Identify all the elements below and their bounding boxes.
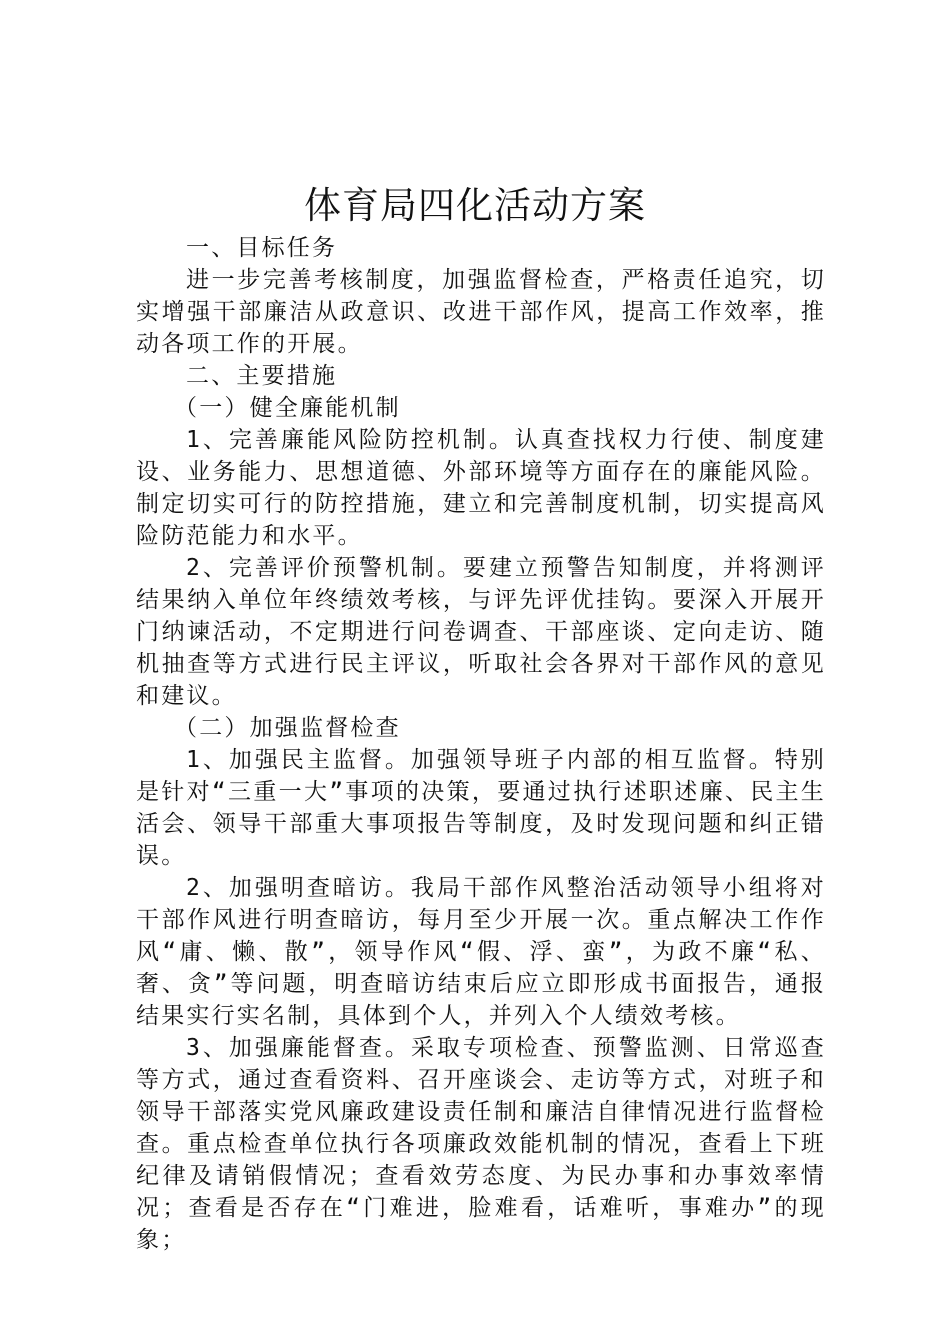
subheading-supervision: （二）加强监督检查 bbox=[174, 715, 401, 741]
paragraph-risk-control: 1、完善廉能风险防控机制。认真查找权力行使、制度建设、业务能力、思想道德、外部环境等方面存在的廉能风险。制定切实可行的防控措施，建立和完善制度机制，切实提高风险防范能力和水平。 bbox=[136, 427, 826, 549]
paragraph-efficiency-check: 3、加强廉能督查。采取专项检查、预警监测、日常巡查等方式，通过查看资料、召开座谈会、走访等方式，对班子和领导干部落实党风廉政建设责任制和廉洁自律情况进行监督检查。重点检查单位执行各项廉政效能机制的情况，查看上下班纪律及请销假情况；查看效劳态度、为民办事和办事效率情况；查看是否存在“门难进，脸难看，话难听，事难办”的现象； bbox=[136, 1035, 826, 1253]
subheading-mechanism: （一）健全廉能机制 bbox=[174, 395, 401, 421]
paragraph-democratic-supervision: 1、加强民主监督。加强领导班子内部的相互监督。特别是针对“三重一大”事项的决策，要通过执行述职述廉、民主生活会、领导干部重大事项报告等制度，及时发现问题和纠正错误。 bbox=[136, 747, 826, 869]
paragraph-inspection: 2、加强明查暗访。我局干部作风整治活动领导小组将对干部作风进行明查暗访，每月至少开展一次。重点解决工作作风“庸、懒、散”，领导作风“假、浮、蛮”，为政不廉“私、奢、贪”等问题，明查暗访结束后应立即形成书面报告，通报结果实行实名制，具体到个人，并列入个人绩效考核。 bbox=[136, 875, 826, 1029]
heading-measures: 二、主要措施 bbox=[186, 363, 338, 389]
paragraph-evaluation: 2、完善评价预警机制。要建立预警告知制度，并将测评结果纳入单位年终绩效考核，与评先评优挂钩。要深入开展开门纳谏活动，不定期进行问卷调查、干部座谈、定向走访、随机抽查等方式进行民主评议，听取社会各界对干部作风的意见和建议。 bbox=[136, 555, 826, 709]
paragraph-goal: 进一步完善考核制度，加强监督检查，严格责任追究，切实增强干部廉洁从政意识、改进干部作风，提高工作效率，推动各项工作的开展。 bbox=[136, 267, 826, 357]
document-title: 体育局四化活动方案 bbox=[304, 184, 646, 227]
heading-goal: 一、目标任务 bbox=[186, 235, 338, 261]
document-body bbox=[136, 232, 826, 1256]
